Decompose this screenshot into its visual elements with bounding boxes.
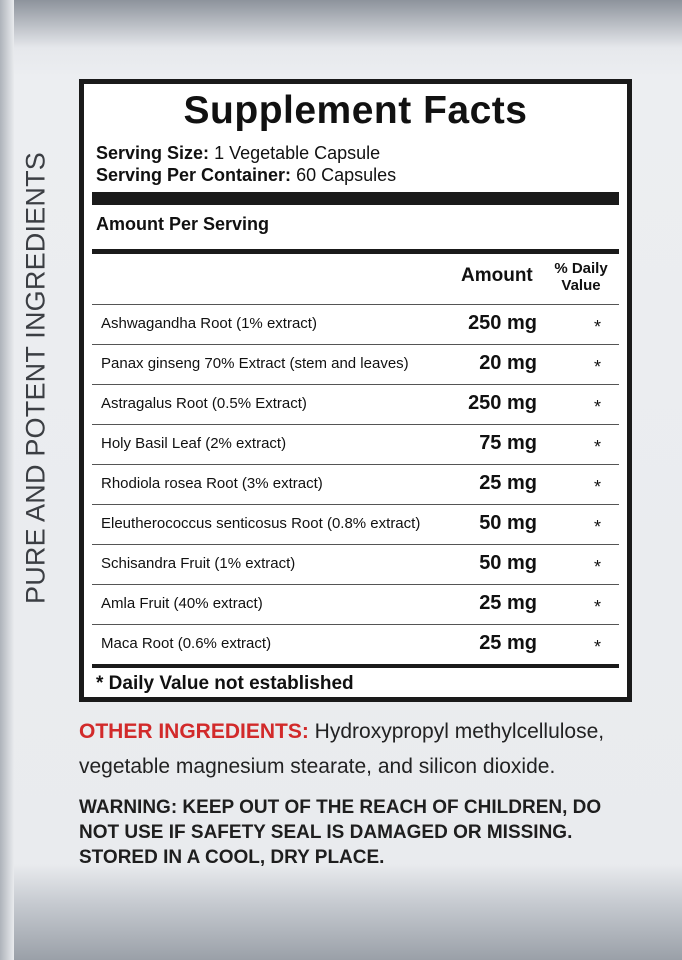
ingredient-name: Astragalus Root (0.5% Extract)	[101, 395, 307, 412]
ingredient-name: Holy Basil Leaf (2% extract)	[101, 435, 287, 452]
panel-title: Supplement Facts	[183, 89, 528, 132]
other-ingredients-label: OTHER INGREDIENTS:	[79, 720, 309, 743]
ingredient-dv: *	[593, 357, 601, 377]
ingredient-name: Rhodiola rosea Root (3% extract)	[101, 475, 323, 492]
table-row	[92, 584, 619, 624]
thick-divider	[92, 192, 619, 205]
serving-per-container-value: 60 Capsules	[296, 165, 397, 185]
ingredient-amount: 50 mg	[479, 552, 537, 574]
serving-per-container	[96, 164, 396, 186]
table-row	[92, 384, 619, 424]
ingredient-dv: *	[593, 437, 601, 457]
serving-per-container-label: Serving Per Container:	[96, 165, 292, 185]
table-row	[92, 504, 619, 544]
daily-value-footnote: * Daily Value not established	[96, 673, 354, 694]
side-banner-text: PURE AND POTENT INGREDIENTS	[20, 152, 51, 604]
ingredient-amount: 75 mg	[479, 432, 537, 454]
amount-per-serving: Amount Per Serving	[96, 214, 270, 234]
column-header-dv-line1: % Daily	[554, 260, 608, 277]
ingredient-name: Maca Root (0.6% extract)	[101, 635, 272, 652]
table-row	[92, 424, 619, 464]
serving-size-value: 1 Vegetable Capsule	[214, 143, 381, 163]
table-row	[92, 624, 619, 664]
table-row	[92, 544, 619, 584]
ingredient-name: Ashwagandha Root (1% extract)	[101, 315, 317, 332]
other-ingredients-text: Hydroxypropyl methylcellulose, vegetable magnesium stearate, and silicon dioxide.	[79, 720, 605, 778]
background-strip	[0, 0, 14, 960]
ingredient-name: Panax ginseng 70% Extract (stem and leaves)	[101, 355, 409, 372]
ingredient-dv: *	[593, 397, 601, 417]
table-row	[92, 464, 619, 504]
ingredient-amount: 20 mg	[479, 352, 537, 374]
table-row	[92, 304, 619, 344]
ingredient-dv: *	[593, 597, 601, 617]
ingredient-amount: 250 mg	[468, 312, 537, 334]
ingredient-amount: 25 mg	[479, 592, 537, 614]
ingredient-dv: *	[593, 517, 601, 537]
ingredient-name: Schisandra Fruit (1% extract)	[101, 555, 296, 572]
ingredient-amount: 250 mg	[468, 392, 537, 414]
ingredient-name: Amla Fruit (40% extract)	[101, 595, 263, 612]
supplement-facts-panel	[79, 79, 632, 702]
serving-size	[96, 142, 380, 164]
ingredient-amount: 25 mg	[479, 472, 537, 494]
serving-size-label: Serving Size:	[96, 143, 210, 163]
ingredient-dv: *	[593, 317, 601, 337]
ingredient-name: Eleutherococcus senticosus Root (0.8% extract)	[101, 515, 421, 532]
ingredient-table	[92, 304, 619, 664]
column-header-amount: Amount	[461, 265, 533, 286]
medium-divider	[92, 249, 619, 254]
warning-text: WARNING: KEEP OUT OF THE REACH OF CHILDREN, DO NOT USE IF SAFETY SEAL IS DAMAGED OR MISSING. STORED IN A COOL, DRY PLACE.	[79, 797, 602, 868]
ingredient-amount: 50 mg	[479, 512, 537, 534]
ingredient-dv: *	[593, 477, 601, 497]
bottom-divider	[92, 664, 619, 668]
other-ingredients	[79, 714, 639, 784]
ingredient-amount: 25 mg	[479, 632, 537, 654]
table-row	[92, 344, 619, 384]
ingredient-dv: *	[593, 557, 601, 577]
column-header-daily-value	[545, 260, 617, 294]
column-header-dv-line2: Value	[561, 277, 601, 294]
ingredient-dv: *	[593, 637, 601, 657]
